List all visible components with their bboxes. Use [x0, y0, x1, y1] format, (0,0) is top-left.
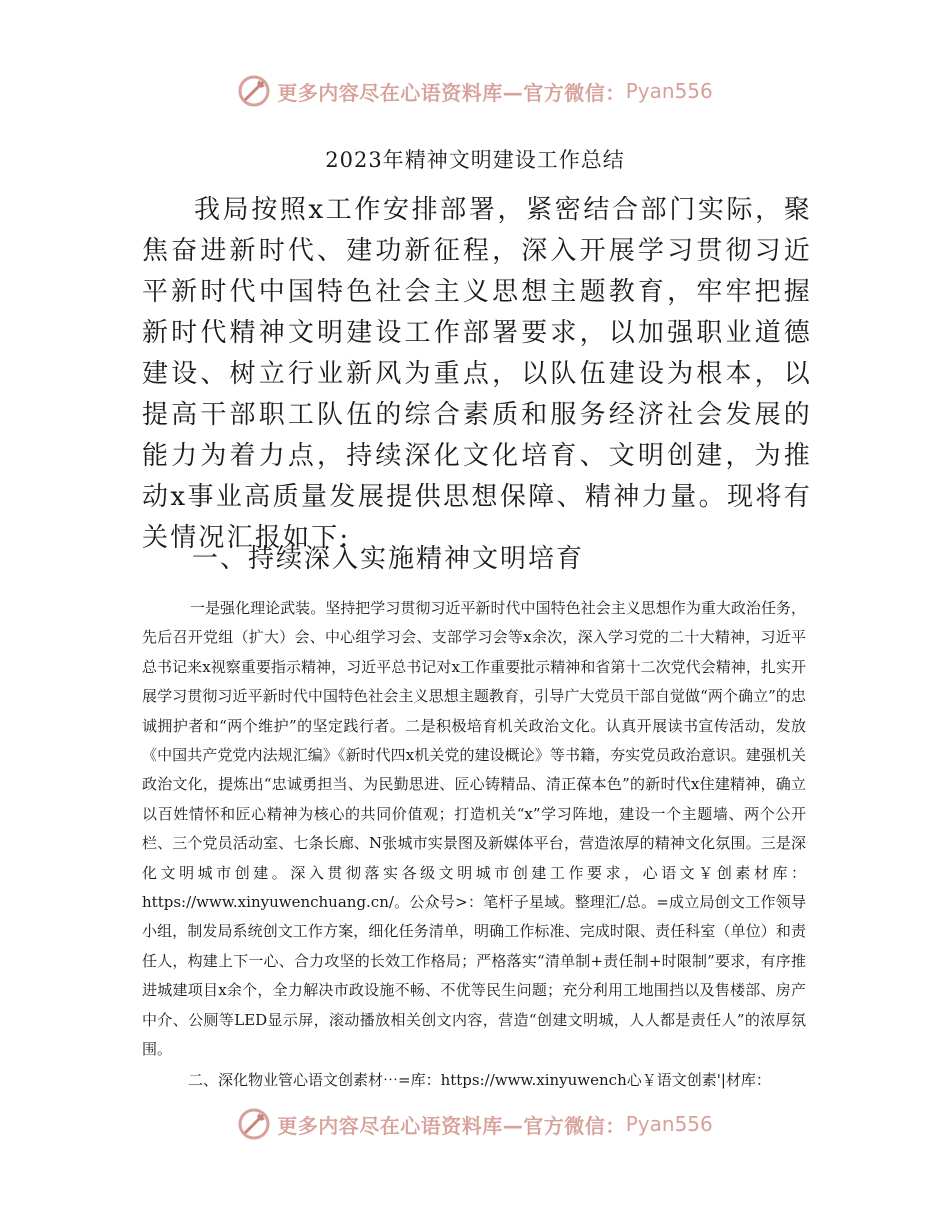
- intro-paragraph: 我局按照x工作安排部署，紧密结合部门实际，聚焦奋进新时代、建功新征程，深入开展学习贯彻习近平新时代中国特色社会主义思想主题教育，牢牢把握新时代精神文明建设工作部署要求，以加强职业道德建设、树立行业新风为重点，以队伍建设为根本，以提高干部职工队伍的综合素质和服务经济社会发展的能力为着力点，持续深化文化培育、文明创建，为推动x事业高质量发展提供思想保障、精神力量。现将有关情况汇报如下:: [142, 195, 812, 553]
- section-body-paragraph: 一是强化理论武装。坚持把学习贯彻习近平新时代中国特色社会主义思想作为重大政治任务，先后召开党组（扩大）会、中心组学习会、支部学习会等x余次，深入学习党的二十大精神，习近平总书记来x视察重要指示精神，习近平总书记对x工作重要批示精神和省第十二次党代会精神，扎实开展学习贯彻习近平新时代中国特色社会主义思想主题教育，引导广大党员干部自觉做“两个确立”的忠诚拥护者和“两个维护”的坚定践行者。二是积极培育机关政治文化。认真开展读书宣传活动，发放《中国共产党党内法规汇编》《新时代四x机关党的建设概论》等书籍，夯实党员政治意识。建强机关政治文化，提炼出“忠诚勇担当、为民勤思进、匠心铸精品、清正葆本色”的新时代x住建精神，确立以百姓情怀和匠心精神为核心的共同价值观；打造机关“x”学习阵地，建设一个主题墙、两个公开栏、三个党员活动室、七条长廊、N张城市实景图及新媒体平台，营造浓厚的精神文化氛围。三是深化文明城市创建。深入贯彻落实各级文明城市创建工作要求，心语文￥创素材库：https://www.xinyuwenchuang.cn/。公众号>：笔杆子星域。整理汇/总。=成立局创文工作领导小组，制发局系统创文工作方案，细化任务清单，明确工作标准、完成时限、责任科室（单位）和责任人，构建上下一心、合力攻坚的长效工作格局；严格落实“清单制+责任制+时限制”要求，有序推进城建项目x余个，全力解决市政设施不畅、不优等民生问题；充分利用工地围挡以及售楼部、房产中介、公厕等LED显示屏，滚动播放相关创文内容，营造“创建文明城，人人都是责任人”的浓厚氛围。: [142, 599, 806, 1059]
- section-heading: 一、持续深入实施精神文明培育: [192, 544, 585, 574]
- brand-logo-icon: [237, 1107, 271, 1141]
- watermark-banner-top: [0, 71, 950, 111]
- watermark-id: Pyan556: [625, 79, 713, 103]
- document-title: 2023年精神文明建设工作总结: [325, 148, 625, 172]
- watermark-banner-bottom: [0, 1104, 950, 1144]
- watermark-id: Pyan556: [625, 1112, 713, 1136]
- watermark-text: 更多内容尽在心语资料库—官方微信：: [277, 1113, 626, 1138]
- brand-logo-icon: [237, 74, 271, 108]
- watermark-text: 更多内容尽在心语资料库—官方微信：: [277, 80, 626, 105]
- section2-heading-line: 二、深化物业管心语文创素材⋯=库：https://www.xinyuwench心￥语文创素'|材库：: [188, 1071, 771, 1089]
